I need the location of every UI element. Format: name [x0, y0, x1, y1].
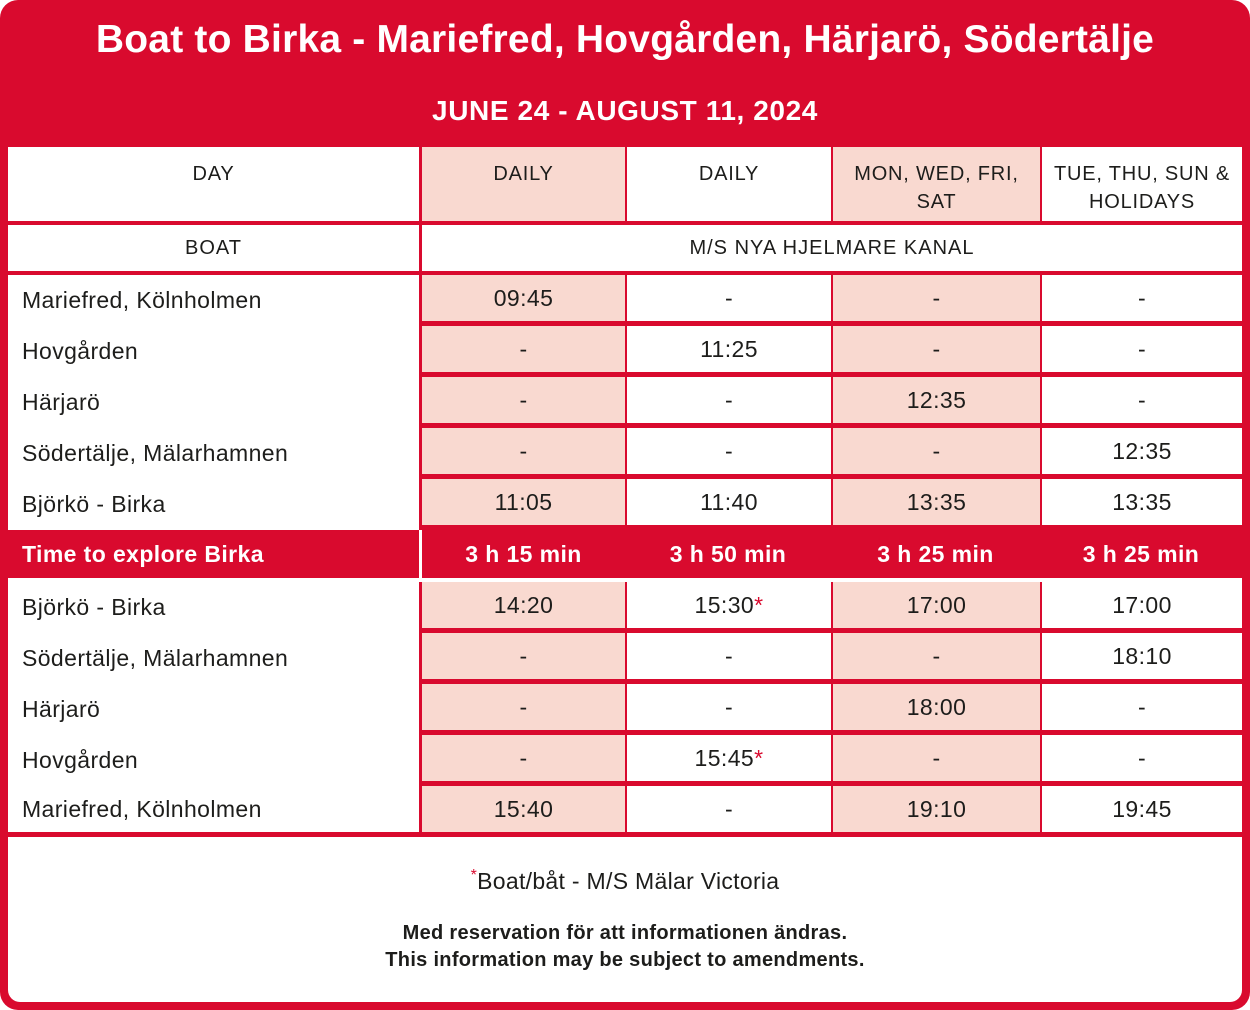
boat-label: BOAT — [8, 225, 419, 271]
asterisk-mark: * — [470, 867, 478, 884]
table-row — [8, 377, 1242, 428]
time-cell: 13:35 — [831, 479, 1040, 530]
time-cell: - — [1040, 735, 1242, 786]
stop-name: Hovgården — [8, 735, 419, 786]
col-header-mon-wed-fri-sat: MON, WED, FRI, SAT — [831, 147, 1040, 221]
disclaimer-english: This information may be subject to amendments. — [385, 949, 865, 971]
time-cell: - — [625, 786, 831, 832]
time-cell: - — [1040, 275, 1242, 326]
explore-time: 3 h 25 min — [1082, 540, 1200, 567]
time-cell: - — [419, 326, 625, 377]
boat-row — [8, 225, 1242, 271]
time-cell: - — [625, 275, 831, 326]
explore-row — [8, 530, 1242, 582]
time-cell: 13:35 — [1040, 479, 1242, 530]
time-cell: 14:20 — [419, 582, 625, 633]
stop-name: Mariefred, Kölnholmen — [8, 275, 419, 326]
time-cell: 17:00 — [831, 582, 1040, 633]
time-cell: - — [831, 428, 1040, 479]
table-row — [8, 275, 1242, 326]
asterisk-mark: * — [754, 591, 764, 618]
col-header-tue-thu-sun-holidays: TUE, THU, SUN & HOLIDAYS — [1040, 147, 1242, 221]
table-row — [8, 684, 1242, 735]
table-row — [8, 786, 1242, 832]
stop-name: Björkö - Birka — [8, 479, 419, 530]
time-cell: - — [1040, 684, 1242, 735]
boat-name: M/S NYA HJELMARE KANAL — [419, 225, 1242, 271]
timetable — [8, 147, 1242, 837]
explore-time: 3 h 25 min — [877, 540, 994, 567]
time-cell: - — [625, 684, 831, 735]
time-cell: - — [625, 377, 831, 428]
table-row — [8, 582, 1242, 633]
stop-name: Hovgården — [8, 326, 419, 377]
asterisk-mark: * — [754, 744, 764, 771]
time-cell: 18:00 — [831, 684, 1040, 735]
time-cell: - — [831, 326, 1040, 377]
time-cell: 11:25 — [625, 326, 831, 377]
time-cell: 17:00 — [1040, 582, 1242, 633]
time-cell: - — [831, 633, 1040, 684]
explore-label: Time to explore Birka — [22, 540, 264, 567]
time-cell: - — [419, 633, 625, 684]
time-cell: 12:35 — [1040, 428, 1242, 479]
table-bottom-border — [8, 832, 1242, 837]
time-cell: - — [831, 275, 1040, 326]
time-cell: - — [419, 735, 625, 786]
outbound-section — [8, 275, 1242, 530]
content-area — [8, 147, 1242, 1002]
time-cell: 15:40 — [419, 786, 625, 832]
return-section — [8, 582, 1242, 832]
stop-name: Björkö - Birka — [8, 582, 419, 633]
stop-name: Mariefred, Kölnholmen — [8, 786, 419, 832]
time-cell: - — [419, 684, 625, 735]
table-row — [8, 735, 1242, 786]
page-subtitle: JUNE 24 - AUGUST 11, 2024 — [432, 95, 818, 126]
stop-name: Härjarö — [8, 377, 419, 428]
stop-name: Södertälje, Mälarhamnen — [8, 633, 419, 684]
time-cell: 15:30 * — [625, 582, 831, 633]
time-cell: 12:35 — [831, 377, 1040, 428]
page-header — [0, 0, 1250, 147]
table-row — [8, 633, 1242, 684]
time-cell: - — [1040, 326, 1242, 377]
time-cell: - — [625, 633, 831, 684]
time-cell: - — [419, 377, 625, 428]
stop-name: Härjarö — [8, 684, 419, 735]
page-title: Boat to Birka - Mariefred, Hovgården, Härjarö, Södertälje — [95, 18, 1155, 61]
col-header-day: DAY — [8, 147, 419, 221]
time-cell: - — [625, 428, 831, 479]
time-cell: - — [831, 735, 1040, 786]
time-cell: 19:10 — [831, 786, 1040, 832]
stop-name: Södertälje, Mälarhamnen — [8, 428, 419, 479]
table-header-row — [8, 147, 1242, 221]
col-header-daily-2: DAILY — [625, 147, 831, 221]
col-header-daily-1: DAILY — [419, 147, 625, 221]
time-cell: 15:45 * — [625, 735, 831, 786]
boat-note — [8, 867, 1242, 895]
explore-time: 3 h 50 min — [669, 540, 787, 567]
disclaimer-swedish: Med reservation för att informationen ändras. — [402, 922, 848, 944]
time-cell: 18:10 — [1040, 633, 1242, 684]
table-row — [8, 428, 1242, 479]
table-row — [8, 326, 1242, 377]
table-row — [8, 479, 1242, 530]
boat-note-text: Boat/båt - M/S Mälar Victoria — [477, 868, 780, 894]
time-cell: - — [1040, 377, 1242, 428]
explore-time: 3 h 15 min — [419, 530, 625, 578]
footer — [8, 867, 1242, 974]
time-cell: 09:45 — [419, 275, 625, 326]
time-cell: 11:40 — [625, 479, 831, 530]
time-cell: 11:05 — [419, 479, 625, 530]
time-cell: 19:45 — [1040, 786, 1242, 832]
time-cell: - — [419, 428, 625, 479]
